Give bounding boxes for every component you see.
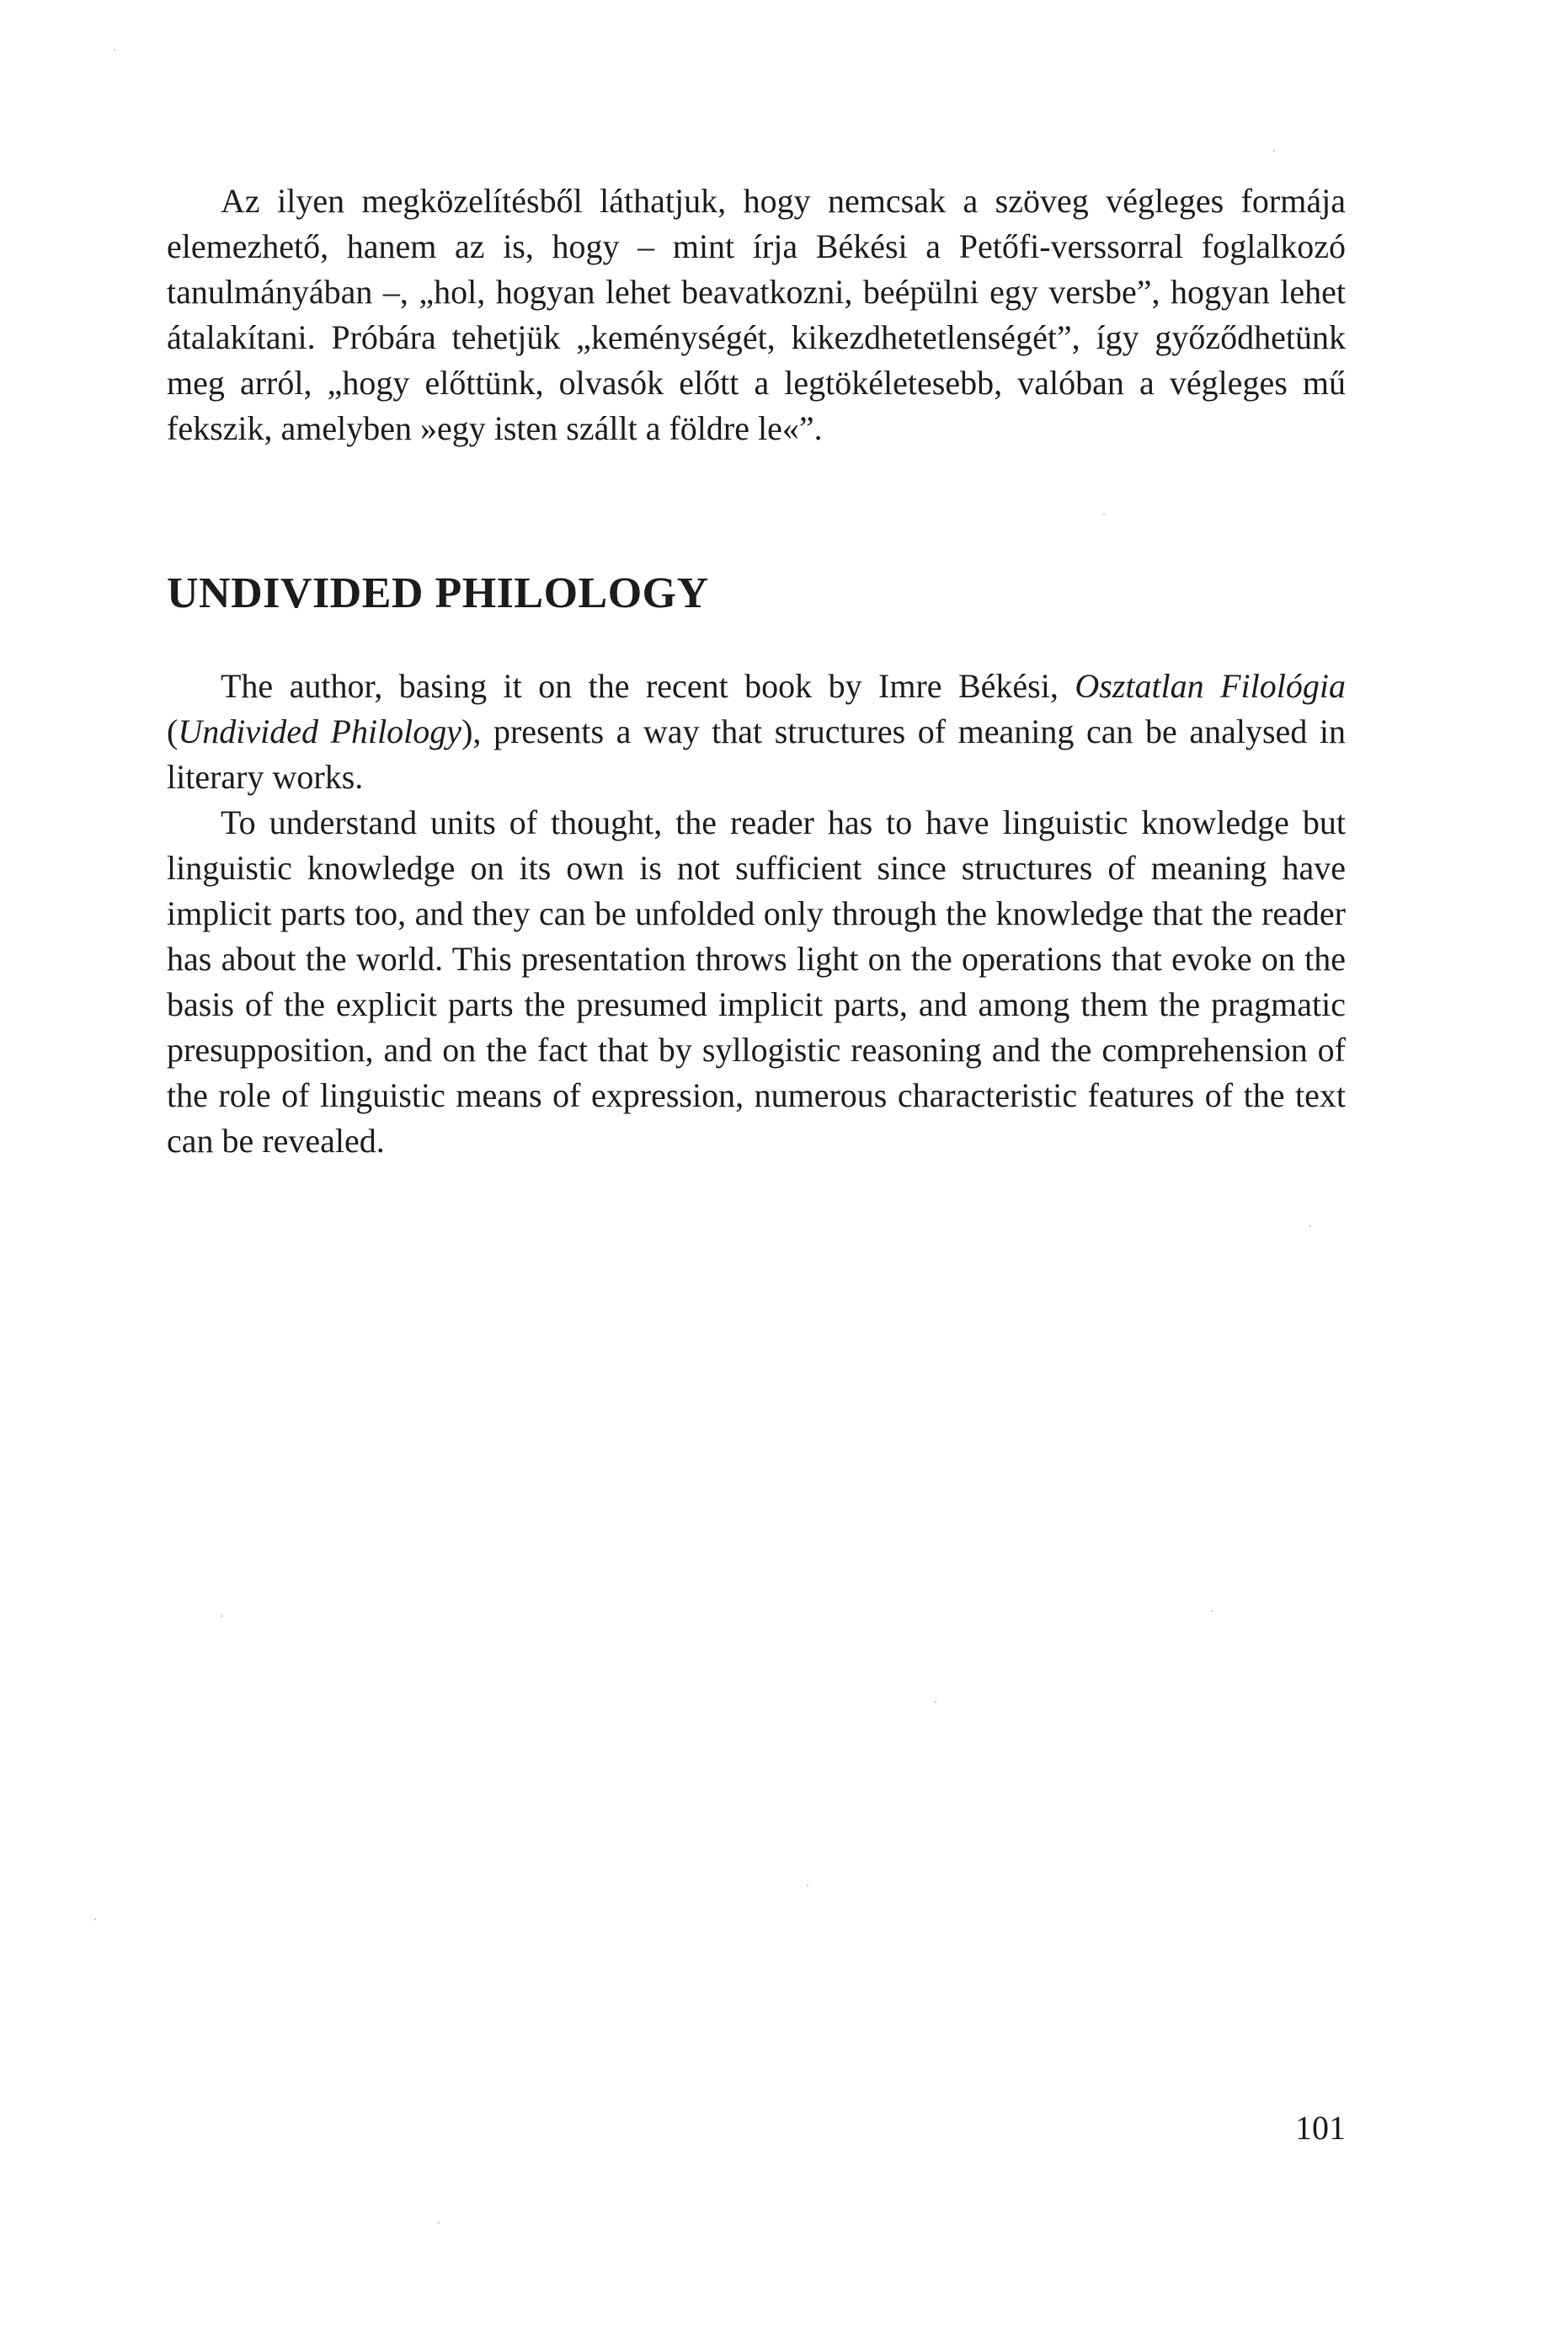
abstract-text-block [167,664,1346,1164]
scan-speck [1103,514,1105,515]
book-title-english: Undivided Philology [178,712,462,750]
abstract-p1-part1: The author, basing it on the recent book by Imre Békési, [221,667,1075,705]
scan-speck [1309,1225,1311,1227]
abstract-p1-part2: ( [167,712,179,750]
scan-speck [221,1615,222,1617]
intro-paragraph: Az ilyen megközelítésből láthatjuk, hogy nemcsak a szöveg végleges formája elemezhető, hanem az is, hogy – mint írja Békési a Petőfi-verssorral foglalkozó tanulmányában –, „hol, hogyan lehet beavatkozni, beépülni egy versbe”, hogyan lehet átalakítani. Próbára tehetjük „keménységét, kikezdhetetlenségét”, így győződhetünk meg arról, „hogy előttünk, olvasók előtt a legtökéletesebb, valóban a végleges mű fekszik, amelyben »egy isten szállt a földre le«”. [167,182,1346,447]
scan-speck [438,2222,440,2223]
scan-speck [1211,1610,1213,1612]
book-title-hungarian: Osztatlan Filológia [1075,667,1347,705]
abstract-paragraph-2: To understand units of thought, the reader has to have linguistic knowledge but linguistic knowledge on its own is not sufficient since structures of meaning have implicit parts too, and they can be unfolded only through the knowledge that the reader has about the world. This presentation throws light on the operations that evoke on the basis of the explicit parts the presumed implicit parts, and among them the pragmatic presupposition, and on the fact that by syllogistic reasoning and the comprehension of the role of linguistic means of expression, numerous characteristic features of the text can be revealed. [167,803,1346,1160]
abstract-p1-part3: ), presents a way that structures of meaning can be analysed in literary works. [167,712,1346,796]
section-heading: UNDIVIDED PHILOLOGY [167,569,709,617]
scan-speck [94,1918,96,1920]
scan-speck [935,1701,936,1703]
intro-text-block [167,179,1346,451]
scan-speck [807,1885,808,1886]
abstract-paragraph-1 [167,664,1346,800]
page-number: 101 [1295,2109,1346,2147]
scan-speck [114,49,115,51]
scan-speck [1273,150,1275,152]
